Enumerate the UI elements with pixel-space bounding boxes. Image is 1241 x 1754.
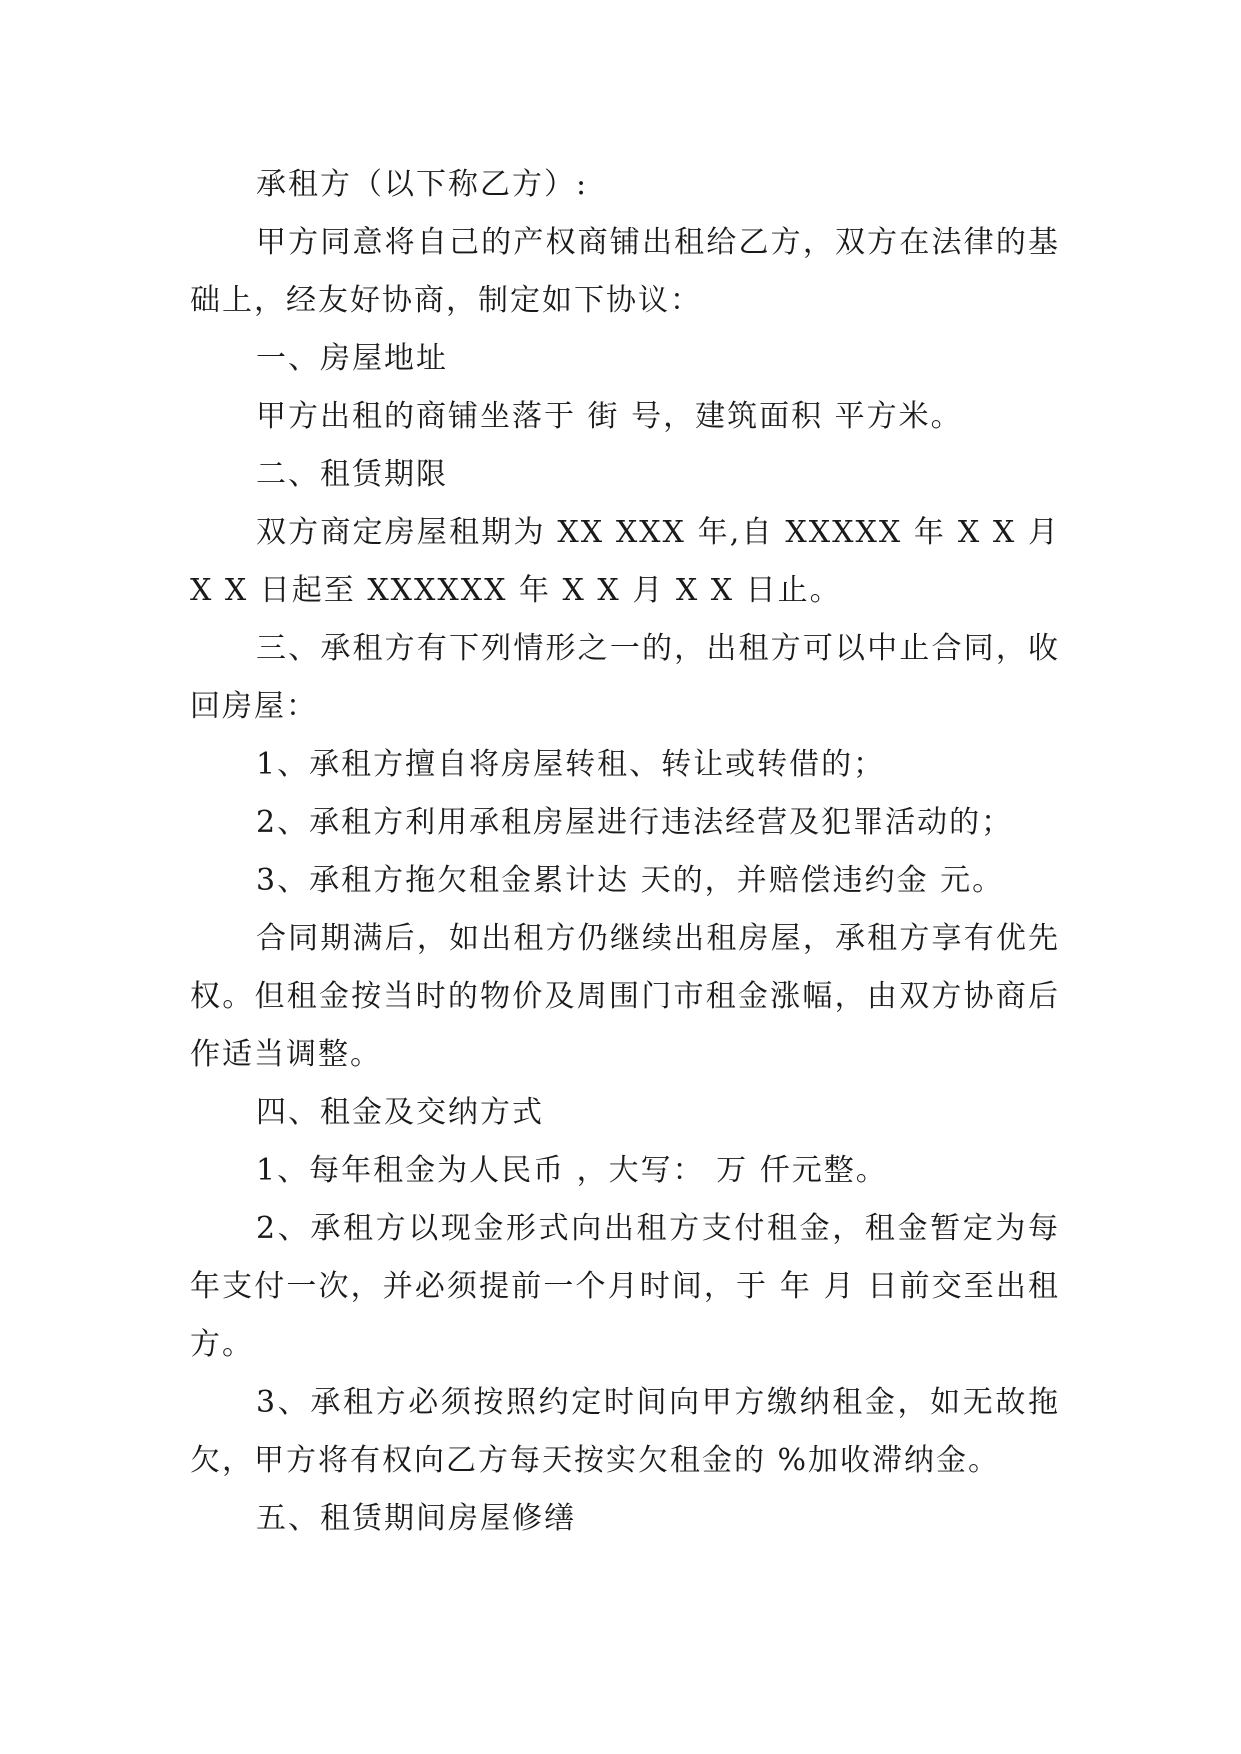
section-heading-term: 二、租赁期限 (256, 457, 448, 492)
termination-item-3: 3、承租方拖欠租金累计达 天的，并赔偿违约金 元。 (256, 863, 1005, 898)
paragraph-address: 甲方出租的商铺坐落于 街 号，建筑面积 平方米。 (256, 399, 963, 434)
paragraph-renewal: 合同期满后，如出租方仍继续出租房屋，承租方享有优先权。但租金按当时的物价及周围门市租金涨幅，由双方协商后作适当调整。 (190, 921, 1060, 1072)
rent-item-3: 3、承租方必须按照约定时间向甲方缴纳租金，如无故拖欠，甲方将有权向乙方每天按实欠租金的 %加收滞纳金。 (190, 1385, 1060, 1478)
section-heading-address: 一、房屋地址 (256, 341, 448, 376)
paragraph-agreement-intro: 甲方同意将自己的产权商铺出租给乙方，双方在法律的基础上，经友好协商，制定如下协议： (190, 225, 1060, 318)
rent-item-2: 2、承租方以现金形式向出租方支付租金，租金暂定为每年支付一次，并必须提前一个月时间，于 年 月 日前交至出租方。 (190, 1211, 1060, 1362)
section-heading-rent: 四、租金及交纳方式 (256, 1095, 544, 1130)
paragraph-lessee-heading: 承租方（以下称乙方）: (256, 167, 589, 202)
section-heading-termination: 三、承租方有下列情形之一的，出租方可以中止合同，收回房屋： (190, 631, 1060, 724)
paragraph-term: 双方商定房屋租期为 XX XXX 年,自 XXXXX 年 X X 月 X X 日起至 XXXXXX 年 X X 月 X X 日止。 (190, 515, 1072, 608)
termination-item-1: 1、承租方擅自将房屋转租、转让或转借的； (256, 747, 886, 782)
termination-item-2: 2、承租方利用承租房屋进行违法经营及犯罪活动的； (256, 805, 1014, 840)
section-heading-repairs: 五、租赁期间房屋修缮 (256, 1501, 576, 1536)
document-body (190, 156, 1072, 1548)
rent-item-1: 1、每年租金为人民币 ，大写： 万 仟元整。 (256, 1153, 888, 1188)
